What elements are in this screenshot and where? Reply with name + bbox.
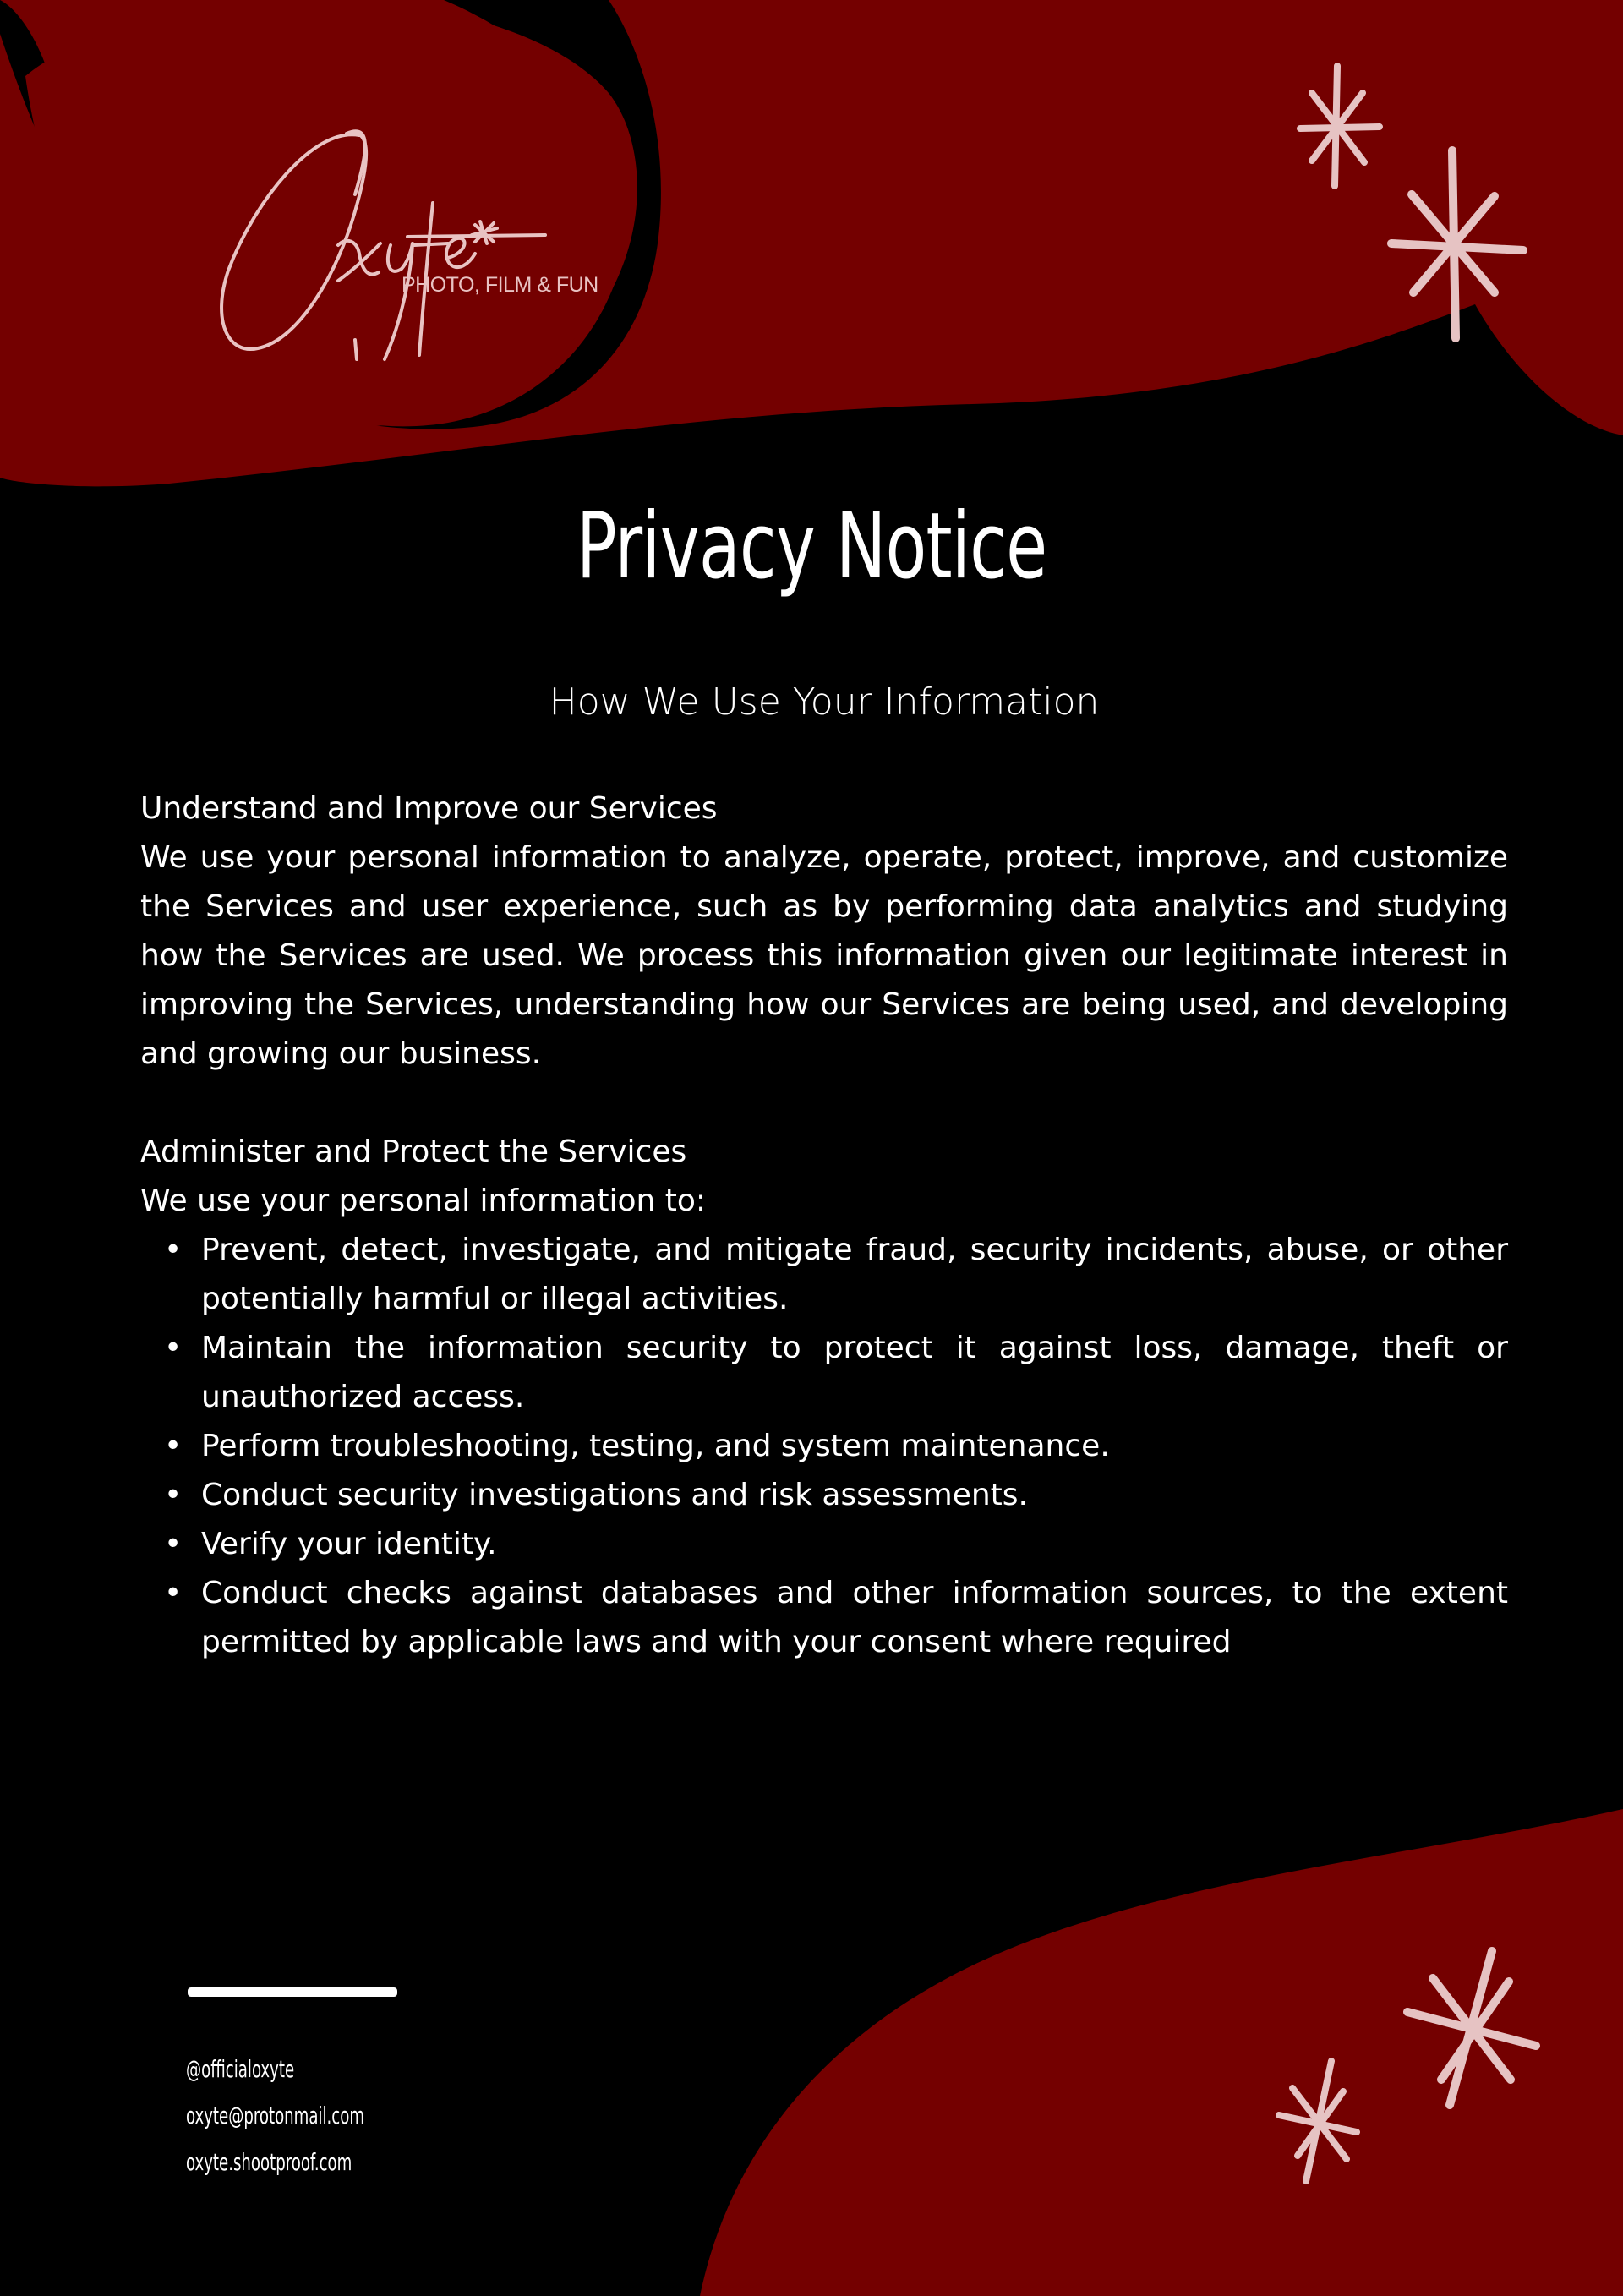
notice-content — [140, 784, 1508, 1667]
bullet-icon: • — [164, 1576, 183, 1610]
list-item-text: Conduct checks against databases and other information sources, to the extent permitted by applicable laws and with your consent where required — [201, 1576, 1508, 1659]
list-item-text: Verify your identity. — [201, 1527, 497, 1561]
list-item — [140, 1422, 1508, 1471]
bullet-icon: • — [164, 1233, 183, 1267]
list-item-text: Prevent, detect, investigate, and mitigate fraud, security incidents, abuse, or other potentially harmful or illegal activities. — [201, 1233, 1508, 1316]
footer-contacts — [186, 2046, 364, 2185]
sparkle-icon — [1272, 2054, 1365, 2189]
logo — [211, 118, 598, 372]
email-link[interactable]: oxyte@protonmail.com — [186, 2102, 365, 2129]
section-heading: Administer and Protect the Services — [140, 1134, 687, 1169]
logo-tagline: PHOTO, FILM & FUN — [402, 273, 598, 297]
list-item-text: Conduct security investigations and risk assessments. — [201, 1478, 1028, 1512]
list-item — [140, 1226, 1508, 1324]
list-item-text: Perform troubleshooting, testing, and system maintenance. — [201, 1429, 1110, 1463]
logo-wordmark — [211, 118, 566, 372]
sparkle-icon — [1293, 59, 1386, 194]
page-title: Privacy Notice — [576, 494, 1047, 599]
bullet-icon: • — [164, 1429, 183, 1463]
bullet-icon: • — [164, 1331, 183, 1365]
bullet-icon: • — [164, 1527, 183, 1561]
section-heading: Understand and Improve our Services — [140, 791, 718, 826]
bullet-icon: • — [164, 1478, 183, 1512]
list-item — [140, 1569, 1508, 1667]
bullet-list — [140, 1226, 1508, 1667]
section-body: We use your personal information to analyze, operate, protect, improve, and customize the Services and user experience, such as by performing data analytics and studying how the Services are used. We process this information given our legitimate interest in improving the Services, understanding how our Services are being used, and developing and growing our business. — [140, 840, 1508, 1071]
website-link[interactable]: oxyte.shootproof.com — [186, 2148, 352, 2176]
list-item-text: Maintain the information security to protect it against loss, damage, theft or unauthorized access. — [201, 1331, 1508, 1414]
footer-divider — [188, 1987, 397, 1997]
sparkle-icon — [1399, 1944, 1543, 2113]
page-subtitle: How We Use Your Information — [549, 681, 1100, 724]
social-handle-link[interactable]: @officialoxyte — [186, 2055, 295, 2083]
list-item — [140, 1324, 1508, 1422]
section-intro: We use your personal information to: — [140, 1184, 707, 1218]
list-item — [140, 1471, 1508, 1520]
list-item — [140, 1520, 1508, 1569]
section-spacer — [140, 1079, 1508, 1128]
sparkle-icon — [1386, 144, 1530, 347]
